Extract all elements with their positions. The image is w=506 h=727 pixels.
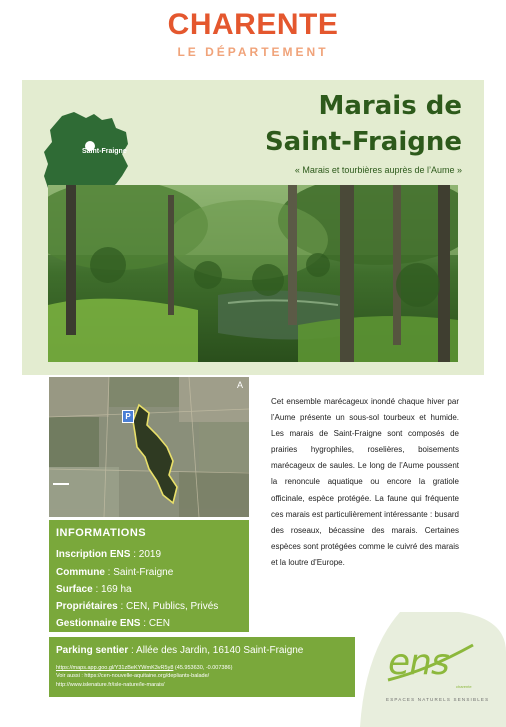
info-sep: :: [130, 549, 139, 560]
title-line-1: Marais de: [318, 91, 462, 121]
info-sep: :: [104, 567, 114, 578]
parking-map-line: [56, 665, 232, 671]
parking-label: Parking sentier: [56, 645, 129, 656]
parking-address: [56, 645, 303, 656]
see-also-link-2[interactable]: http://www.islenature.fr/isle-nature/le-marais/: [56, 682, 165, 688]
ens-tiny-label: charente: [456, 684, 472, 689]
page-title: [222, 88, 462, 160]
brand-subtitle: LE DÉPARTEMENT: [177, 45, 329, 59]
parking-value: : Allée des Jardin, 16140 Saint-Fraigne: [128, 645, 304, 656]
info-value: 2019: [138, 549, 162, 560]
see-also-link-1[interactable]: Voir aussi : https://cen-nouvelle-aquitaine.org/depliants-balade/: [56, 673, 210, 679]
map-location-label: Saint-Fraigne: [82, 148, 127, 155]
info-value: CEN, Publics, Privés: [126, 601, 219, 612]
info-row-owners: [56, 601, 218, 612]
brand-title: CHARENTE: [167, 8, 339, 41]
site-description: Cet ensemble marécageux inondé chaque hiver par l’Aume présente un sous-sol tourbeux et humide. Les marais de Saint-Fraigne sont composés de prairies hygrophiles, roselières, boisements marécageux de saules. Le long de l’Aume poussent la renoncule aquatique ou encore la gratiole officinale, espèce protégée. La faune qui fréquente ces marais est particulièrement intéressante : busard des roseaux, bécassine des marais. Certaines espèces sont protégées comme le cuivré des marais et la loutre d’Europe.: [271, 397, 459, 567]
ens-tagline: ESPACES NATURELS SENSIBLES: [386, 697, 490, 702]
ens-logo: ens: [388, 642, 449, 683]
north-arrow-icon: A: [237, 380, 244, 390]
parking-coords: (45.953630, -0.007386): [173, 665, 233, 671]
info-label: Inscription ENS: [56, 549, 131, 560]
info-value: 169 ha: [101, 584, 132, 595]
aerial-map: [49, 377, 249, 517]
info-row-manager: [56, 618, 170, 629]
ens-swoosh-icon: [378, 640, 478, 690]
info-row-commune: [56, 567, 173, 578]
title-line-2: Saint-Fraigne: [264, 127, 462, 157]
info-value: CEN: [148, 618, 170, 629]
info-sep: :: [92, 584, 102, 595]
info-label: Propriétaires: [56, 601, 118, 612]
info-row-surface: [56, 584, 132, 595]
info-row-inscription: [56, 549, 161, 560]
info-sep: :: [140, 618, 149, 629]
parking-pin-icon: P: [122, 410, 134, 423]
info-value: Saint-Fraigne: [113, 567, 174, 578]
marsh-photo: [48, 185, 458, 362]
info-label: Gestionnaire ENS: [56, 618, 141, 629]
page-subtitle: « Marais et tourbières auprès de l’Aume »: [294, 165, 462, 175]
parking-map-link[interactable]: https://maps.app.goo.gl/Y31zBeKYWmK3vR5y8: [56, 665, 174, 671]
info-label: Surface: [56, 584, 93, 595]
info-sep: :: [117, 601, 127, 612]
info-heading: INFORMATIONS: [56, 527, 147, 539]
info-label: Commune: [56, 567, 105, 578]
